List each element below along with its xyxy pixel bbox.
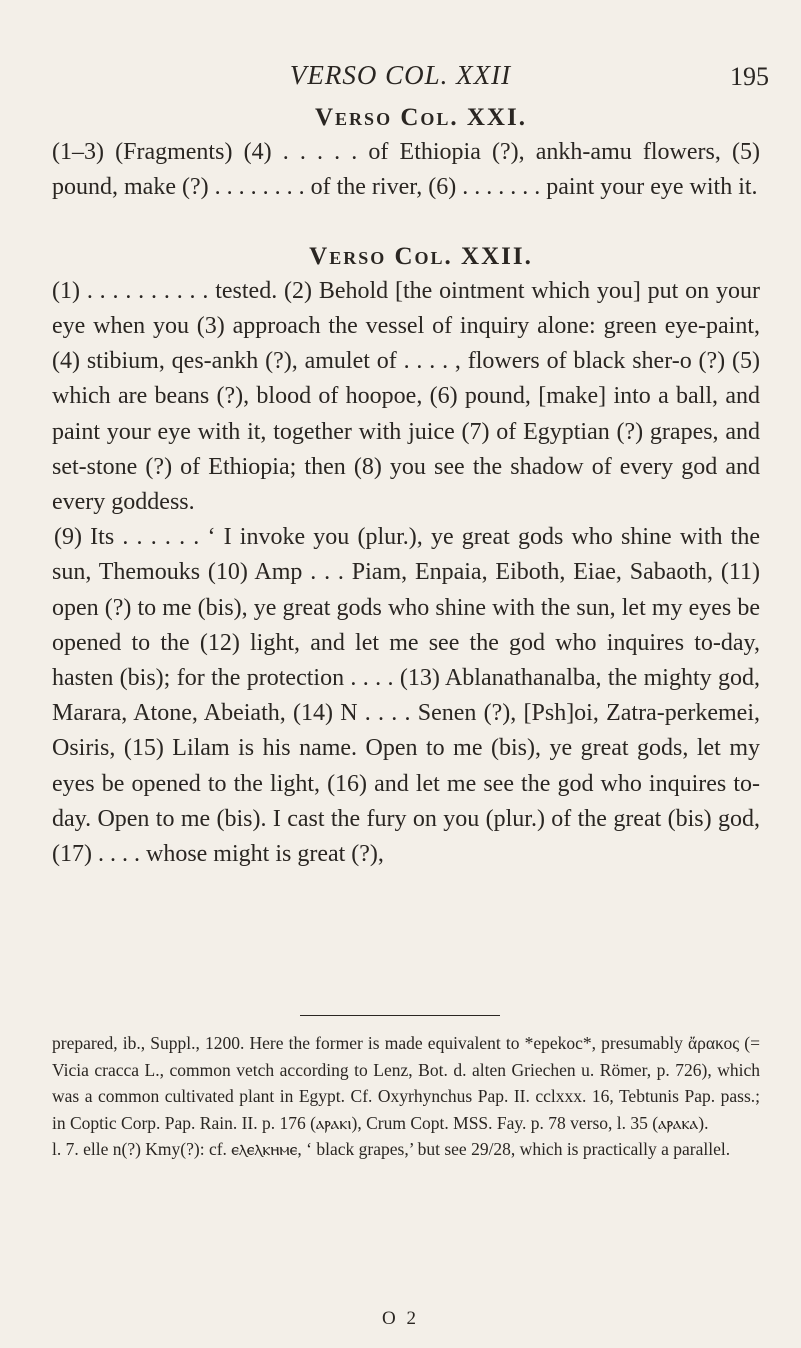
paragraph-col-xxii-2: (9) Its . . . . . . ‘ I invoke you (plur.), ye great gods who shine with the sun, Themouks (10) Amp . . . Piam, Enpaia, Eiboth, Eiae, Sabaoth, (11) open (?) to me (bis), ye great gods who shine with the sun, let my eyes be opened to the (12) light, and let me see the god who inquires to-day, hasten (bis); for the protection . . . . (13) Ablanathanalba, the mighty god, Marara, Atone, Abeiath, (14) N . . . . Senen (?), [Psh]oi, Zatra-perkemei, Osiris, (15) Lilam is his name. Open to me (bis), ye great gods, let my eyes be opened to the light, (16) and let me see the god who inquires to-day. Open to me (bis). I cast the fury on you (plur.) of the great (bis) god, (17) . . . . whose might is great (?),: [52, 524, 760, 868]
main-text: [52, 100, 760, 872]
footnote-2: l. 7. elle n(?) Kmy(?): cf. ⲉⲗⲉⲗⲕⲏⲙⲉ, ‘ black grapes,’ but see 29/28, which is practically a parallel.: [52, 1139, 731, 1159]
paragraph-col-xxii-1: (1) . . . . . . . . . . tested. (2) Behold [the ointment which you] put on your eye when you (3) approach the vessel of inquiry alone: green eye-paint, (4) stibium, qes-ankh (?), amulet of . . . . , flowers of black sher-o (?) (5) which are beans (?), blood of hoopoe, (6) pound, [make] into a ball, and paint your eye with it, together with juice (7) of Egyptian (?) grapes, and set-stone (?) of Ethiopia; then (8) you see the shadow of every god and every goddess.: [52, 277, 760, 516]
paragraph-col-xxi: (1–3) (Fragments) (4) . . . . . of Ethiopia (?), ankh-amu flowers, (5) pound, make (?) . . . . . . . . of the river, (6) . . . . . . . paint your eye with it.: [52, 139, 760, 201]
page-number: 195: [730, 62, 769, 91]
page-header: [0, 60, 801, 94]
footnote-divider: [300, 1015, 500, 1016]
footnote-1: prepared, ib., Suppl., 1200. Here the former is made equivalent to *epekoc*, presumably ἄρακος (= Vicia cracca L., common vetch according to Lenz, Bot. d. alten Griechen u. Römer, p. 726), which was a common cultivated plant in Egypt. Cf. Oxyrhynchus Pap. II. cclxxx. 16, Tebtunis Pap. pass.; in Coptic Corp. Pap. Rain. II. p. 176 (ⲁⲣⲁⲕⲓ), Crum Copt. MSS. Fay. p. 78 verso, l. 35 (ⲁⲣⲁⲕⲁ).: [52, 1033, 760, 1133]
footnotes: [52, 1030, 760, 1163]
signature-mark: O 2: [382, 1308, 419, 1329]
section-heading-col-xxii: Verso Col. XXII.: [309, 242, 533, 270]
section-heading-col-xxi: Verso Col. XXI.: [315, 104, 527, 131]
running-title: VERSO COL. XXII: [289, 60, 512, 90]
